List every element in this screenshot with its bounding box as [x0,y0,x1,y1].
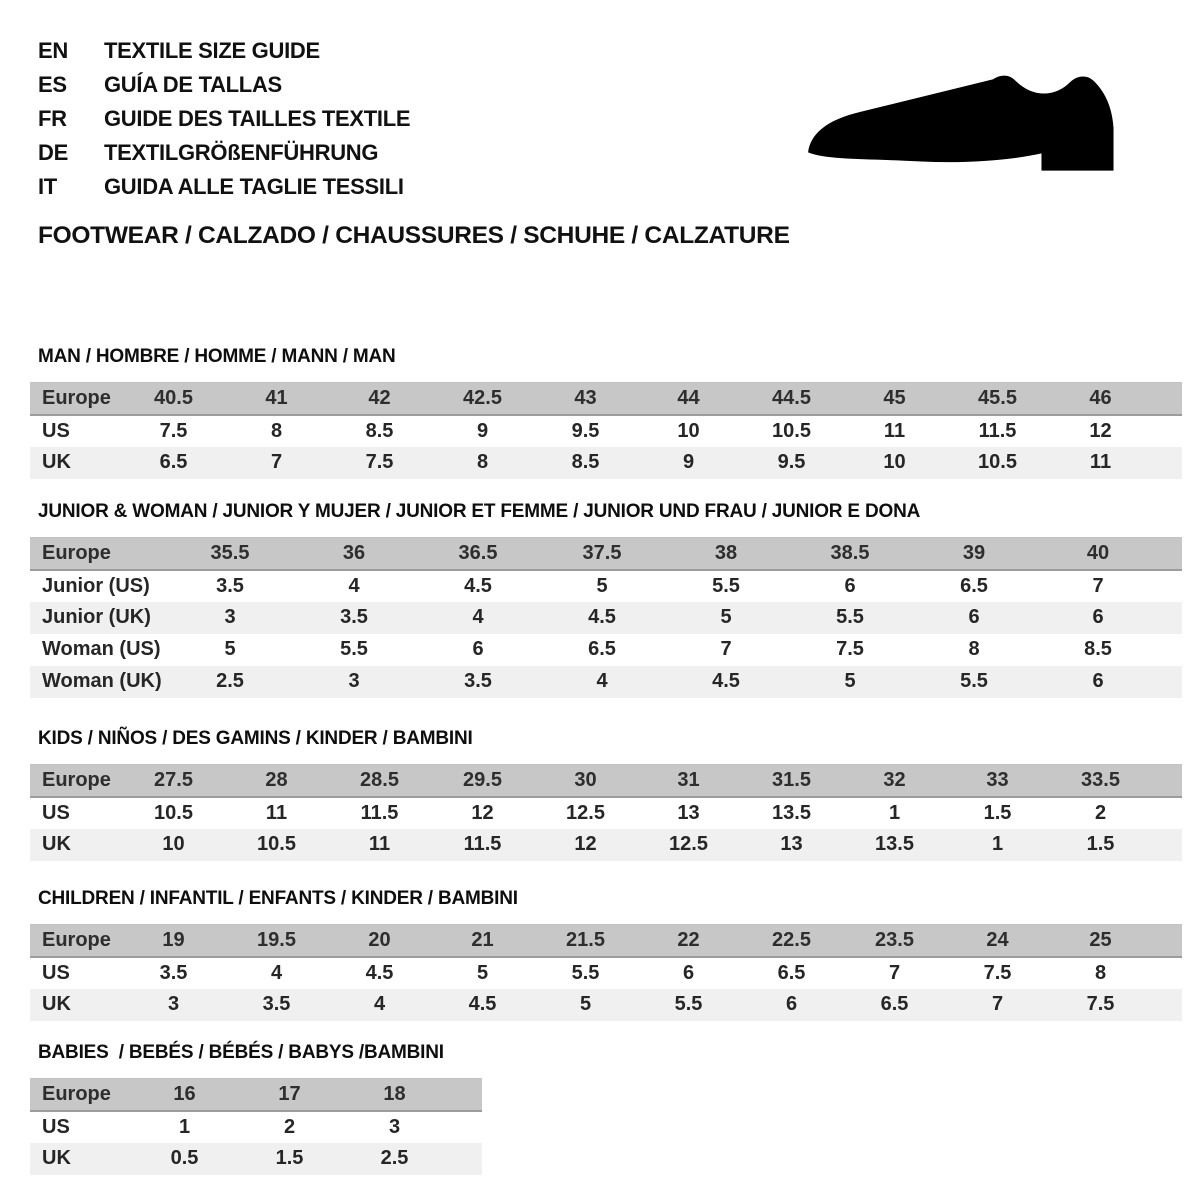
row-value-cell: 12 [1089,419,1112,442]
row-value-cell: 1 [991,833,1004,855]
language-row-en [38,34,410,68]
row-value-cell: 12.5 [669,833,708,855]
filler-cell [1160,538,1182,570]
header-label-cell: Europe [42,386,111,409]
row-value-cell: 8 [968,638,980,660]
filler-cell [1152,957,1182,989]
row-value-cell: 7 [270,451,283,473]
header-value-cell: 32 [883,768,906,791]
row-value-cell: 6 [968,606,980,628]
header-value-cell: 31 [677,768,700,791]
row-value-cell: 6.5 [588,638,616,660]
shoe-silhouette-icon [802,60,1147,192]
row-value-cell: 3.5 [464,670,492,692]
size-table-kids [30,764,1182,861]
header-value-cell: 41 [265,386,288,409]
table-row-uk [30,447,1182,479]
language-title: GUIDE DES TAILLES TEXTILE [104,106,411,131]
row-value-cell: 6 [682,961,695,984]
row-value-cell: 3 [348,670,360,692]
table-header-row [30,765,1182,797]
header-label-cell: Europe [42,1082,111,1105]
row-value-cell: 5 [579,993,592,1015]
row-value-cell: 11.5 [463,833,502,855]
row-value-cell: 10.5 [772,419,811,442]
row-value-cell: 10.5 [978,451,1017,473]
language-code: EN [38,38,68,63]
row-value-cell: 1.5 [983,801,1012,824]
row-value-cell: 8 [270,419,283,442]
header-value-cell: 27.5 [154,768,193,791]
filler-cell [447,1079,482,1111]
language-title: GUÍA DE TALLAS [104,72,282,97]
header-value-cell: 16 [173,1082,196,1105]
header-value-cell: 36.5 [458,541,498,564]
row-value-cell: 5.5 [712,574,740,597]
row-value-cell: 10 [883,451,906,473]
row-value-cell: 4 [472,606,484,628]
header-value-cell: 38.5 [830,541,870,564]
row-value-cell: 11 [883,419,906,442]
row-value-cell: 4 [596,670,608,692]
language-code: ES [38,72,67,97]
language-title: GUIDA ALLE TAGLIE TESSILI [104,174,404,199]
header-value-cell: 24 [986,928,1009,951]
filler-cell [1152,447,1182,479]
header-value-cell: 42.5 [463,386,502,409]
header-value-cell: 19.5 [257,928,296,951]
header-value-cell: 44.5 [772,386,811,409]
table-row-junior-uk [30,602,1182,634]
filler-cell [1160,570,1182,602]
row-value-cell: 8.5 [365,419,394,442]
row-value-cell: 5.5 [836,606,864,628]
row-value-cell: 4.5 [464,574,492,597]
row-label-cell: Junior (US) [42,574,150,597]
row-value-cell: 2.5 [216,670,244,692]
filler-cell [447,1111,482,1143]
filler-cell [1160,666,1182,698]
table-row-uk [30,989,1182,1021]
size-table-section-kids [30,728,1182,861]
row-value-cell: 3.5 [159,961,188,984]
row-value-cell: 3.5 [262,993,291,1015]
row-value-cell: 1 [888,801,901,824]
language-row-es [38,68,410,102]
row-value-cell: 4.5 [588,606,616,628]
table-header-row [30,538,1182,570]
table-header-row [30,1079,482,1111]
header-value-cell: 39 [962,541,986,564]
table-title-kids: KIDS / NIÑOS / DES GAMINS / KINDER / BAMBINI [38,728,473,749]
header-value-cell: 21.5 [566,928,605,951]
table-row-woman-uk [30,666,1182,698]
row-value-cell: 5.5 [571,961,600,984]
row-label-cell: Woman (UK) [42,670,162,692]
size-table-babies [30,1078,482,1175]
row-value-cell: 4 [270,961,283,984]
language-code: DE [38,140,68,165]
table-row-woman-us [30,634,1182,666]
row-value-cell: 11 [368,833,391,855]
filler-cell [1160,634,1182,666]
row-value-cell: 7.5 [983,961,1012,984]
table-row-uk [30,1143,482,1175]
header-value-cell: 19 [162,928,185,951]
row-value-cell: 8.5 [571,451,600,473]
header-label-cell: Europe [42,928,111,951]
header-value-cell: 25 [1089,928,1112,951]
row-label-cell: US [42,1115,70,1138]
row-value-cell: 6 [785,993,798,1015]
filler-cell [1152,383,1182,415]
filler-cell [1152,797,1182,829]
header-value-cell: 20 [368,928,391,951]
row-value-cell: 11.5 [978,419,1017,442]
row-value-cell: 9 [476,419,489,442]
size-table-section-children [30,888,1182,1021]
header-value-cell: 46 [1089,386,1112,409]
row-value-cell: 2.5 [380,1147,409,1169]
table-row-junior-us [30,570,1182,602]
row-value-cell: 4 [373,993,386,1015]
language-list [38,34,410,204]
header-value-cell: 44 [677,386,700,409]
row-value-cell: 7 [720,638,732,660]
row-value-cell: 6.5 [159,451,188,473]
header-value-cell: 33.5 [1081,768,1120,791]
row-value-cell: 4.5 [712,670,740,692]
row-value-cell: 5 [844,670,856,692]
row-label-cell: US [42,801,70,824]
header-label-cell: Europe [42,541,111,564]
row-value-cell: 12 [471,801,494,824]
header-value-cell: 36 [342,541,366,564]
header-value-cell: 23.5 [875,928,914,951]
row-value-cell: 0.5 [170,1147,199,1169]
header-value-cell: 31.5 [772,768,811,791]
filler-cell [1152,765,1182,797]
table-row-us [30,797,1182,829]
header-value-cell: 45 [883,386,906,409]
table-title-man: MAN / HOMBRE / HOMME / MANN / MAN [38,346,396,367]
row-value-cell: 5 [720,606,732,628]
row-value-cell: 8 [1094,961,1107,984]
row-value-cell: 7 [888,961,901,984]
row-label-cell: US [42,419,70,442]
row-value-cell: 9 [682,451,695,473]
language-row-de [38,136,410,170]
row-value-cell: 5.5 [340,638,368,660]
header-value-cell: 29.5 [463,768,502,791]
row-value-cell: 4.5 [468,993,497,1015]
row-value-cell: 10.5 [257,833,296,855]
row-value-cell: 11 [1089,451,1112,473]
row-label-cell: UK [42,451,71,473]
size-table-section-junior [30,501,1182,698]
language-title: TEXTILGRÖßENFÜHRUNG [104,140,379,165]
row-value-cell: 6 [472,638,484,660]
row-value-cell: 7.5 [365,451,394,473]
row-value-cell: 4 [348,574,360,597]
row-value-cell: 1.5 [275,1147,304,1169]
size-table-section-man [30,346,1182,479]
table-header-row [30,925,1182,957]
header-value-cell: 40.5 [154,386,193,409]
size-table-man [30,382,1182,479]
table-row-us [30,415,1182,447]
header-value-cell: 35.5 [210,541,250,564]
row-value-cell: 2 [283,1115,296,1138]
row-value-cell: 10 [162,833,185,855]
language-code: IT [38,174,57,199]
language-code: FR [38,106,67,131]
row-value-cell: 5 [596,574,608,597]
table-title-babies: BABIES / BEBÉS / BÉBÉS / BABYS /BAMBINI [38,1042,444,1063]
row-value-cell: 6.5 [880,993,909,1015]
header-label-cell: Europe [42,768,111,791]
category-line: FOOTWEAR / CALZADO / CHAUSSURES / SCHUHE / CALZATURE [38,222,790,249]
header-value-cell: 18 [383,1082,406,1105]
size-table-junior [30,537,1182,698]
row-value-cell: 9.5 [571,419,600,442]
row-value-cell: 7.5 [159,419,188,442]
header-value-cell: 17 [278,1082,301,1105]
header-value-cell: 21 [471,928,494,951]
table-title-junior: JUNIOR & WOMAN / JUNIOR Y MUJER / JUNIOR ET FEMME / JUNIOR UND FRAU / JUNIOR E DONA [38,501,921,522]
row-label-cell: UK [42,1147,71,1169]
table-title-children: CHILDREN / INFANTIL / ENFANTS / KINDER / BAMBINI [38,888,518,909]
header-value-cell: 33 [986,768,1009,791]
table-row-us [30,1111,482,1143]
filler-cell [1152,925,1182,957]
row-value-cell: 1 [178,1115,191,1138]
size-table-section-babies [30,1042,482,1175]
row-value-cell: 7 [991,993,1004,1015]
row-value-cell: 10.5 [154,801,193,824]
header-value-cell: 38 [714,541,738,564]
row-value-cell: 11 [265,801,288,824]
header-value-cell: 43 [574,386,597,409]
row-value-cell: 6 [844,574,856,597]
row-value-cell: 12 [574,833,597,855]
size-table-children [30,924,1182,1021]
row-value-cell: 7.5 [1086,993,1115,1015]
filler-cell [1152,989,1182,1021]
row-label-cell: UK [42,833,71,855]
row-value-cell: 12.5 [566,801,605,824]
header-value-cell: 22 [677,928,700,951]
row-value-cell: 6.5 [960,574,988,597]
table-header-row [30,383,1182,415]
row-value-cell: 13 [677,801,700,824]
row-value-cell: 13.5 [875,833,914,855]
row-label-cell: Junior (UK) [42,606,151,628]
row-value-cell: 10 [677,419,700,442]
row-value-cell: 9.5 [777,451,806,473]
row-value-cell: 1.5 [1086,833,1115,855]
row-value-cell: 5 [224,638,236,660]
row-value-cell: 8.5 [1084,638,1112,660]
header-value-cell: 22.5 [772,928,811,951]
header-value-cell: 30 [574,768,597,791]
row-value-cell: 3 [167,993,180,1015]
row-value-cell: 3 [388,1115,401,1138]
row-value-cell: 2 [1094,801,1107,824]
header-value-cell: 28 [265,768,288,791]
row-value-cell: 13.5 [772,801,811,824]
header-value-cell: 37.5 [582,541,622,564]
row-value-cell: 6.5 [777,961,806,984]
row-value-cell: 8 [476,451,489,473]
row-value-cell: 13 [780,833,803,855]
row-value-cell: 5.5 [674,993,703,1015]
header-value-cell: 28.5 [360,768,399,791]
header-value-cell: 42 [368,386,391,409]
row-value-cell: 4.5 [365,961,394,984]
row-value-cell: 7.5 [836,638,864,660]
language-title: TEXTILE SIZE GUIDE [104,38,320,63]
row-value-cell: 3 [224,606,236,628]
row-value-cell: 11.5 [360,801,399,824]
filler-cell [1152,829,1182,861]
row-value-cell: 3.5 [340,606,368,628]
row-value-cell: 6 [1092,670,1104,692]
header-value-cell: 40 [1086,541,1110,564]
row-value-cell: 7 [1092,574,1104,597]
filler-cell [1152,415,1182,447]
row-label-cell: Woman (US) [42,638,161,660]
table-row-uk [30,829,1182,861]
row-value-cell: 6 [1092,606,1104,628]
row-value-cell: 5 [476,961,489,984]
filler-cell [1160,602,1182,634]
header-value-cell: 45.5 [978,386,1017,409]
row-value-cell: 5.5 [960,670,988,692]
row-label-cell: US [42,961,70,984]
language-row-fr [38,102,410,136]
language-row-it [38,170,410,204]
table-row-us [30,957,1182,989]
filler-cell [447,1143,482,1175]
row-label-cell: UK [42,993,71,1015]
row-value-cell: 3.5 [216,574,244,597]
